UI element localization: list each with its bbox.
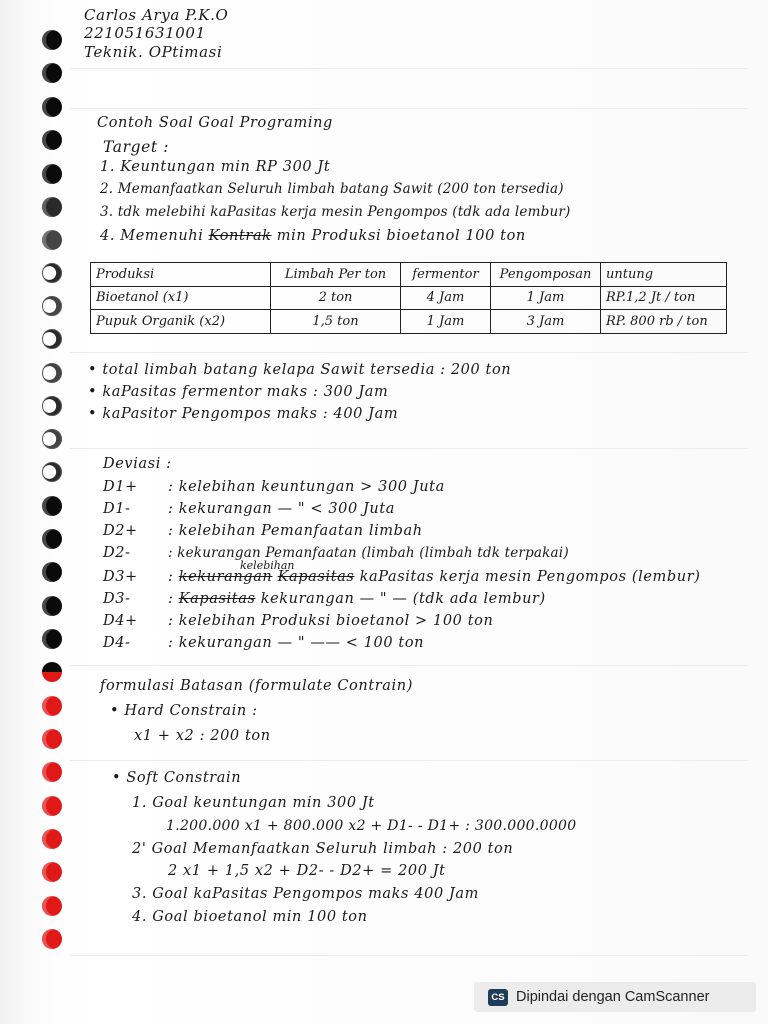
binder-hole (42, 729, 62, 749)
table-cell: RP. 800 rb / ton (601, 310, 727, 334)
binder-hole (42, 662, 62, 682)
deviasi-symbol: D3- (103, 591, 131, 607)
camscanner-logo-icon: CS (488, 989, 508, 1006)
ruled-line (70, 108, 748, 109)
binder-hole (42, 230, 62, 250)
target-item (100, 228, 526, 244)
binder-hole (42, 429, 62, 449)
table-cell: 1 Jam (491, 286, 601, 310)
fact-item: • kaPasitor Pengompos maks : 400 Jam (88, 406, 399, 422)
ruled-line (70, 760, 748, 761)
ruled-line (70, 352, 748, 353)
table-row (91, 310, 727, 334)
deviasi-symbol: D2+ (103, 523, 138, 539)
binder-hole (42, 862, 62, 882)
deviasi-symbol: D4- (103, 635, 131, 651)
table-header-cell: Produksi (91, 263, 271, 287)
soft-goal: 1. Goal keuntungan min 300 Jt (132, 795, 375, 811)
section-title: Contoh Soal Goal Programing (97, 115, 333, 131)
table-cell: 4 Jam (401, 286, 491, 310)
deviasi-row-d3minus (168, 591, 546, 607)
deviasi-desc: : kelebihan Pemanfaatan limbah (168, 523, 423, 539)
table-header-cell: Limbah Per ton (271, 263, 401, 287)
soft-goal-equation: 1.200.000 x1 + 800.000 x2 + D1- - D1+ : 300.000.0000 (166, 818, 577, 834)
binder-hole (42, 896, 62, 916)
target-item: 2. Memanfaatkan Seluruh limbah batang Sawit (200 ton tersedia) (100, 181, 564, 197)
deviasi-desc: : kelebihan keuntungan > 300 Juta (168, 479, 445, 495)
binder-hole (42, 629, 62, 649)
deviasi-colon: : (168, 591, 179, 607)
target-item: 1. Keuntungan min RP 300 Jt (100, 159, 331, 175)
hard-constraint-label: • Hard Constrain : (110, 703, 258, 719)
table-header-row (91, 263, 727, 287)
target-item-4-prefix: 4. Memenuhi (100, 228, 209, 244)
deviasi-struck-word: Kapasitas (277, 569, 355, 585)
soft-constraint-label: • Soft Constrain (112, 770, 242, 786)
table-header-cell: fermentor (401, 263, 491, 287)
binder-hole (42, 596, 62, 616)
table-cell: Pupuk Organik (x2) (91, 310, 271, 334)
binder-hole (42, 363, 62, 383)
table-cell: 1 Jam (401, 310, 491, 334)
table-cell: RP.1,2 Jt / ton (601, 286, 727, 310)
table-header-cell: Pengomposan (491, 263, 601, 287)
deviasi-desc: kekurangan — " — (tdk ada lembur) (260, 591, 546, 607)
table-cell: Bioetanol (x1) (91, 286, 271, 310)
table-header-cell: untung (601, 263, 727, 287)
deviasi-colon: : (168, 569, 179, 585)
deviasi-symbol: D3+ (103, 569, 138, 585)
binder-hole (42, 796, 62, 816)
deviasi-desc: : kelebihan Produksi bioetanol > 100 ton (168, 613, 494, 629)
binder-hole (42, 562, 62, 582)
binder-hole (42, 97, 62, 117)
deviasi-row-d3plus (168, 569, 701, 585)
deviasi-desc: : kekurangan — " —— < 100 ton (168, 635, 425, 651)
target-label: Target : (103, 138, 170, 156)
ruled-line (70, 68, 748, 69)
binder-hole (42, 164, 62, 184)
production-table (90, 262, 727, 334)
binder-hole (42, 396, 62, 416)
binder-hole (42, 929, 62, 949)
table-cell: 2 ton (271, 286, 401, 310)
binder-hole (42, 829, 62, 849)
table-row (91, 286, 727, 310)
binder-hole (42, 496, 62, 516)
student-id: 221051631001 (84, 24, 206, 42)
binder-hole (42, 130, 62, 150)
fact-item: • kaPasitas fermentor maks : 300 Jam (88, 384, 389, 400)
target-item-4-struck: Kontrak (208, 228, 272, 244)
formulasi-title: formulasi Batasan (formulate Contrain) (100, 678, 413, 694)
binder-hole (42, 462, 62, 482)
binder-hole (42, 529, 62, 549)
binder-hole (42, 696, 62, 716)
target-item-4-rest: min Produksi bioetanol 100 ton (271, 228, 526, 244)
ruled-line (70, 665, 748, 666)
soft-goal-equation: 2 x1 + 1,5 x2 + D2- - D2+ = 200 Jt (168, 863, 446, 879)
student-name: Carlos Arya P.K.O (84, 6, 229, 24)
table-cell: 1,5 ton (271, 310, 401, 334)
deviasi-struck-word: kekurangan (178, 569, 273, 585)
ruled-line (70, 955, 748, 956)
hard-constraint-equation: x1 + x2 : 200 ton (134, 728, 271, 744)
deviasi-symbol: D4+ (103, 613, 138, 629)
binder-hole (42, 762, 62, 782)
deviasi-desc: : kekurangan Pemanfaatan (limbah (limbah tdk terpakai) (168, 545, 569, 561)
camscanner-watermark (474, 982, 756, 1012)
deviasi-symbol: D1- (103, 501, 131, 517)
binder-hole (42, 263, 62, 283)
deviasi-symbol: D1+ (103, 479, 138, 495)
table-cell: 3 Jam (491, 310, 601, 334)
soft-goal: 2' Goal Memanfaatkan Seluruh limbah : 200 ton (132, 841, 514, 857)
deviasi-desc: : kekurangan — " < 300 Juta (168, 501, 396, 517)
deviasi-insert-note: kelebihan (240, 559, 295, 572)
course-title: Teknik. OPtimasi (84, 43, 223, 61)
target-item: 3. tdk melebihi kaPasitas kerja mesin Pengompos (tdk ada lembur) (100, 204, 571, 220)
deviasi-struck-word: Kapasitas (178, 591, 256, 607)
binder-hole (42, 197, 62, 217)
binder-hole (42, 30, 62, 50)
camscanner-text: Dipindai dengan CamScanner (516, 989, 710, 1005)
ruled-line (70, 448, 748, 449)
binder-hole (42, 63, 62, 83)
fact-item: • total limbah batang kelapa Sawit tersedia : 200 ton (88, 362, 512, 378)
binder-hole (42, 329, 62, 349)
binder-hole (42, 296, 62, 316)
soft-goal: 4. Goal bioetanol min 100 ton (132, 909, 368, 925)
deviasi-desc: kaPasitas kerja mesin Pengompos (lembur) (359, 569, 701, 585)
soft-goal: 3. Goal kaPasitas Pengompos maks 400 Jam (132, 886, 479, 902)
deviasi-symbol: D2- (103, 545, 131, 561)
deviasi-title: Deviasi : (103, 456, 172, 472)
